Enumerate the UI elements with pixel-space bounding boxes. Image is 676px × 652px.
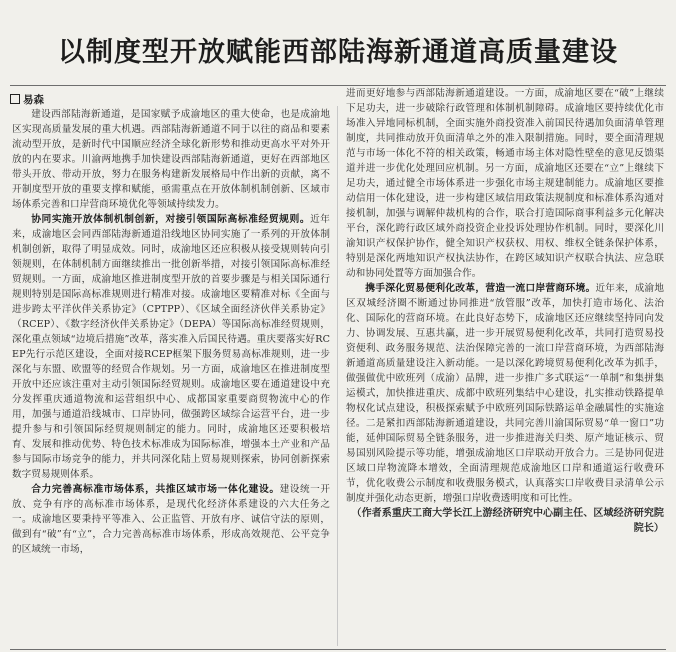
- section-2-paragraph: [12, 482, 330, 557]
- left-column: [12, 107, 330, 647]
- section-3-body: 近年来，成渝地区双城经济圈不断通过协同推进“放管服”改革，加快打造市场化、法治化、国际化的营商环境。在此良好态势下，成渝地区还应继续坚持同向发力、协调发展、互惠共赢，进一步开展贸易便利化改革，共同打造贸易投资便利、政务服务规范、法治保障完善的一流口岸营商环境，为西部陆海新通道高质量建设注入新动能。一是以深化跨境贸易便利化改革为抓手，做强做优中欧班列（成渝）品牌，进一步推广多式联运“一单制”和集拼集运模式，加快推进重庆、成都中欧班列集结中心建设，扎实推动铁路提单物权化试点建设，积极探索赋予中欧班列国际铁路运单金融属性的实施途径。二是紧扣西部陆海新通道建设，共同完善川渝国际贸易“单一窗口”功能，延伸国际贸易全链条服务，进一步推进海关归类、原产地证核示、贸易国别风险提示等功能，增强成渝地区口岸联动开放合力。三是协同促进区域口岸物流降本增效，全面清理规范成渝地区口岸和通道运行收费环节，优化收费公示制度和收费服务模式，认真落实口岸收费目录清单公示制度并强化动态更新，增强口岸收费透明度和可比性。: [346, 283, 664, 504]
- byline-author: 易森: [23, 94, 44, 106]
- right-column: [346, 86, 664, 646]
- byline: [10, 92, 44, 107]
- headline: 以制度型开放赋能西部陆海新通道高质量建设: [58, 37, 618, 68]
- column-divider: [337, 106, 338, 646]
- intro-paragraph: 建设西部陆海新通道，是国家赋予成渝地区的重大使命，也是成渝地区实现高质量发展的重大机遇。西部陆海新通道不同于以往的商品和要素流动型开放，是新时代中国顺应经济全球化新形势和推动更高水平对外开放的内在要求。川渝两地携手加快建设西部陆海新通道，更好在西部地区带头开放、带动开放，努力在服务构建新发展格局中作出新的贡献，离不开制度型开放的重要支撑和赋能，亟需重点在开放体制机制创新、区域市场体系完善和口岸营商环境优化等领域持续发力。: [12, 109, 330, 210]
- section-2-heading: 合力完善高标准市场体系，共推区域市场一体化建设。: [31, 484, 280, 495]
- section-3-paragraph: [346, 281, 664, 506]
- section-1-paragraph: [12, 212, 330, 482]
- section-2-body: 建设统一开放、竞争有序的高标准市场体系，是现代化经济体系建设的六大任务之一。成渝地区要秉持平等准入、公正监管、开放有序、诚信守法的原则，做到有“破”有“立”，合力完善高标准市场体系，形成高效规范、公平竞争的区域统一市场，: [12, 484, 330, 555]
- section-2-continued: 进而更好地参与西部陆海新通道建设。一方面，成渝地区要在“破”上继续下足功夫，进一步破除行政管理和体制机制障碍。成渝地区要持续优化市场准入异地同标机制，全面实施外商投资准入前国民待遇加负面清单管理制度，共同推动放开负面清单之外的准入限制措施。同时，要全面清理规范与市场一体化不符的相关政策，畅通市场主体对隐性壁垒的意见反馈渠道并进一步优化处理回应机制。另一方面，成渝地区还要在“立”上继续下足功夫，通过健全市场体系进一步强化市场主规建制能力。成渝地区要推动信用一体化建设，进一步构建区域信用政策法规制度和标准体系沟通对接机制，加强与调解仲裁机构的合作，联合打造国际商事利益多元化解决平台，深化跨行政区域外商投资企业投诉处理协作机制。同时，要深化川渝知识产权保护协作，健全知识产权获权、用权、维权全链条保护体系，特别是深化两地知识产权执法协作，在跨区域知识产权联合执法、应急联动和协同处置等方面加强合作。: [346, 88, 664, 279]
- section-3-heading: 携手深化贸易便利化改革，营造一流口岸营商环境。: [365, 283, 596, 294]
- section-1-heading: 协同实施开放体制机制创新，对接引领国际高标准经贸规则。: [31, 214, 311, 225]
- divider-bottom: [10, 649, 666, 650]
- section-1-body: 近年来，成渝地区会同西部陆海新通道沿线地区协同实施了一系列的开放体制机制创新，取得了明显成效。同时，成渝地区还应积极从接受规则转向引领规则，在体制机制方面继续推出一批创新举措，对接引领国际高标准经贸规则。一方面，成渝地区推进制度型开放的首要步骤是与相关国际通行规则特别是国际高标准规则进行精准对接。成渝地区要精准对标《全面与进步跨太平洋伙伴关系协定》（CPTPP）、《区域全面经济伙伴关系协定》（RCEP）、《数字经济伙伴关系协定》（DEPA）等国际高标准经贸规则，深化重点领域“边境后措施”改革，落实准入后国民待遇。重庆要落实好RCEP先行示范区建设，全面对接RCEP框架下服务贸易高标准规则，进一步深化与东盟、欧盟等的经贸合作规划。另一方面，成渝地区在推进制度型开放中还应该注重对主动引领国际经贸规则。成渝地区要在通道建设中充分发挥重庆通道物流和运营组织中心、成都国家重要商贸物流中心的作用，加强与通道沿线城市、口岸协同，做强跨区域综合运营平台，进一步提升参与和引领国际经贸规则制定的能力。同时，成渝地区还要积极培育、发展和推动优势、特色技术标准成为国际标准，增强本土产业和产品参与国际市场竞争的能力，并共同深化陆上贸易规则探索，协同创新探索数字贸易规则体系。: [12, 214, 330, 480]
- byline-box-icon: [10, 94, 20, 104]
- author-note: （作者系重庆工商大学长江上游经济研究中心副主任、区域经济研究院院长）: [351, 508, 664, 534]
